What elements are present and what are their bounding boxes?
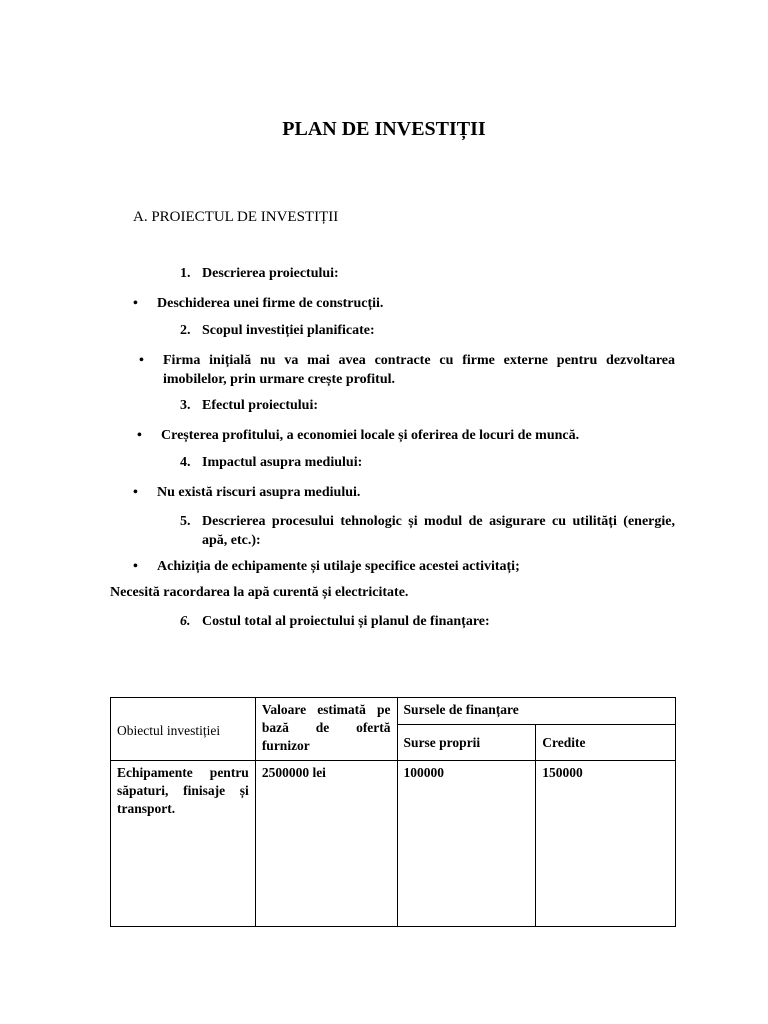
item-heading-text: Costul total al proiectului și planul de finanțare: (202, 614, 490, 629)
bullet-item-1 (133, 294, 677, 313)
header-own-sources: Surse proprii (397, 725, 536, 761)
document-title: PLAN DE INVESTIȚII (282, 118, 486, 140)
bullet-item-4 (133, 483, 677, 502)
bullet-text: Creșterea profitului, a economiei locale și oferirea de locuri de muncă. (161, 428, 580, 443)
item-heading-2 (180, 323, 375, 339)
item-heading-text: Efectul proiectului: (202, 398, 319, 413)
bullet-item-5 (133, 557, 677, 576)
bullet-item-3 (137, 426, 675, 445)
header-credits: Credite (536, 725, 676, 761)
bullet-icon: • (133, 559, 138, 574)
bullet-text: Firma inițială nu va mai avea contracte cu firme externe pentru dezvoltarea imobilelor, prin urmare crește profitul. (163, 353, 675, 387)
header-value: Valoare estimată pe bază de ofertă furnizor (255, 698, 397, 761)
header-object: Obiectul investiției (111, 698, 256, 761)
item-heading-text: Scopul investiției planificate: (202, 323, 375, 338)
bullet-icon: • (139, 353, 144, 368)
item-heading-3 (180, 398, 318, 414)
section-heading-a: A. PROIECTUL DE INVESTIȚII (133, 209, 339, 225)
item-number: 2. (180, 323, 191, 338)
bullet-text: Nu există riscuri asupra mediului. (157, 485, 361, 500)
item-number: 5. (180, 514, 191, 529)
item-number: 3. (180, 398, 191, 413)
bullet-text: Achiziția de echipamente și utilaje specifice acestei activitați; (157, 559, 520, 574)
item-heading-text: Descrierea proiectului: (202, 266, 339, 281)
bullet-icon: • (137, 428, 142, 443)
item-heading-text: Impactul asupra mediului: (202, 455, 363, 470)
item-heading-1 (180, 266, 339, 282)
investment-table (110, 697, 676, 927)
item-heading-4 (180, 455, 362, 471)
item-heading-6 (180, 614, 490, 630)
item-number: 6. (180, 614, 191, 629)
cell-credits: 150000 (536, 761, 676, 927)
item-heading-text: Descrierea procesului tehnologic și modul de asigurare cu utilități (energie, apă, etc.): (202, 514, 675, 548)
cell-value: 2500000 lei (255, 761, 397, 927)
item-number: 1. (180, 266, 191, 281)
bullet-item-2 (139, 351, 675, 389)
bullet-icon: • (133, 485, 138, 500)
note-text: Necesită racordarea la apă curentă și electricitate. (110, 585, 409, 600)
bullet-icon: • (133, 296, 138, 311)
item-number: 4. (180, 455, 191, 470)
table-row (111, 761, 676, 927)
bullet-text: Deschiderea unei firme de construcții. (157, 296, 384, 311)
cell-object: Echipamente pentru săpaturi, finisaje și transport. (111, 761, 256, 927)
cell-own-sources: 100000 (397, 761, 536, 927)
header-sources: Sursele de finanțare (397, 698, 675, 725)
item-heading-5 (180, 512, 675, 550)
